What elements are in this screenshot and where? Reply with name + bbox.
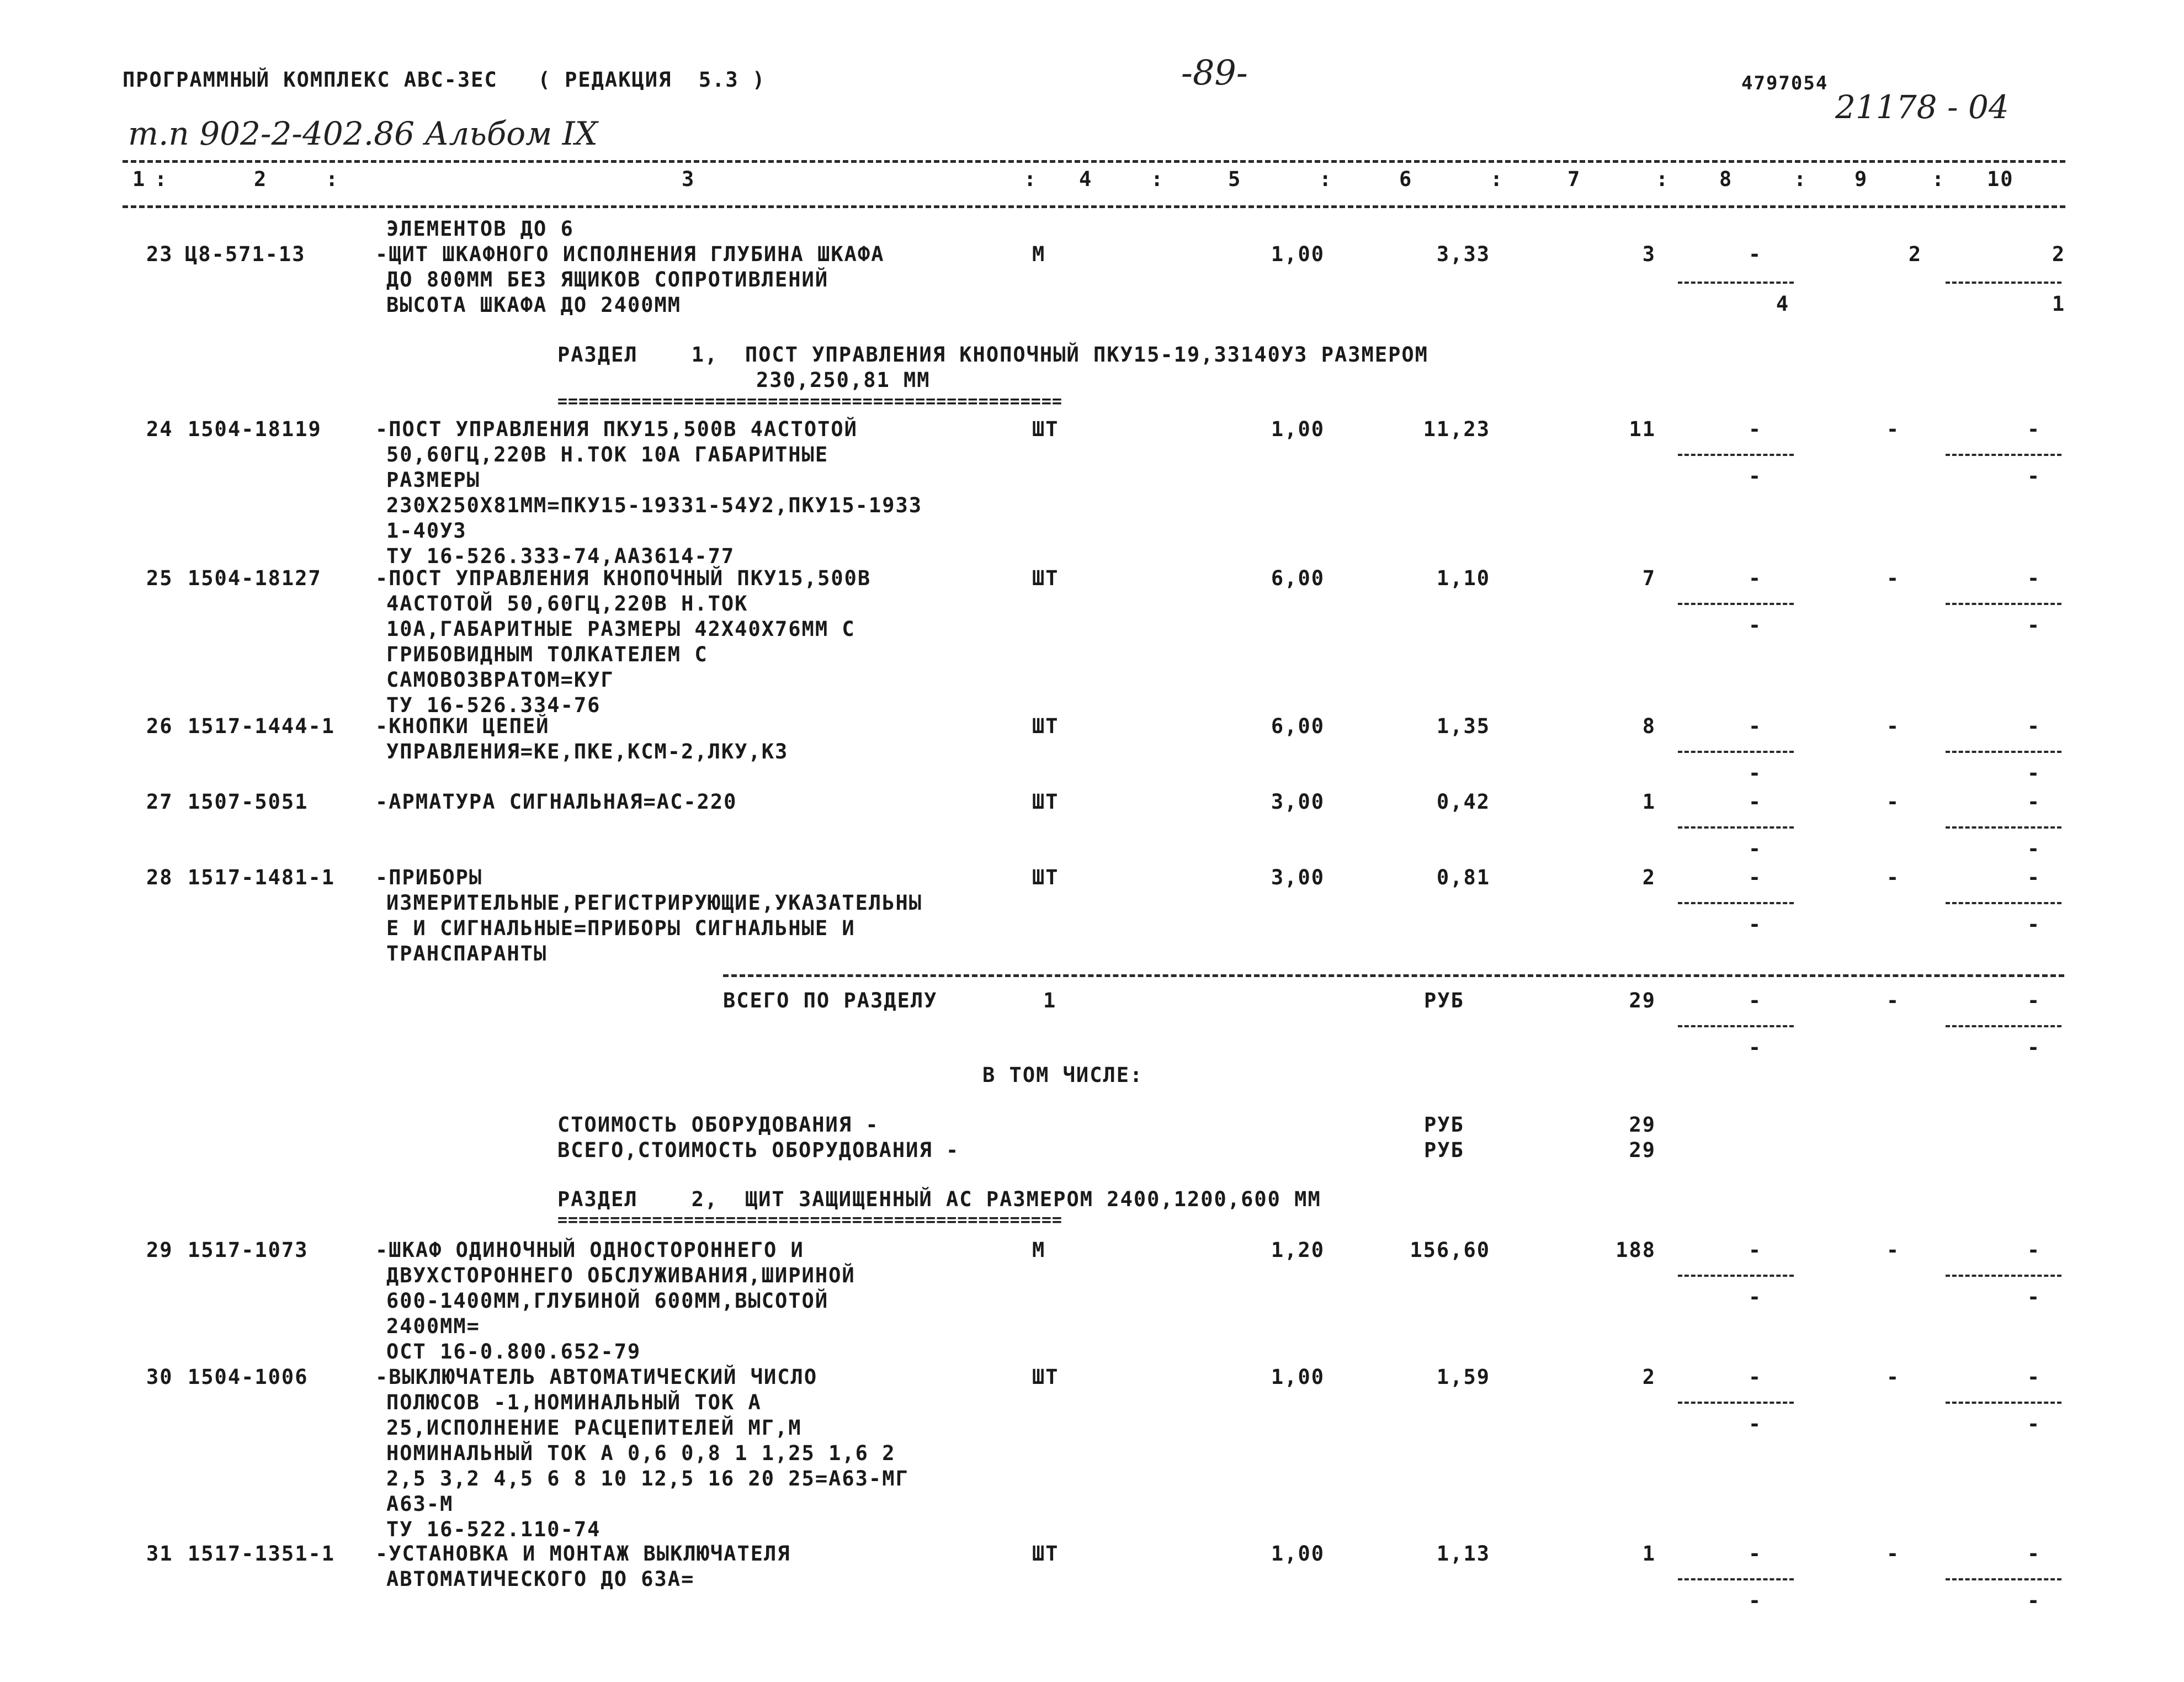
row-col8-bottom: - <box>1748 761 1762 785</box>
col-9: 9 <box>1854 167 1868 191</box>
row-total: 11 <box>1629 417 1656 441</box>
row-col9: - <box>1886 866 1900 889</box>
row-unit: ШТ <box>1032 417 1059 441</box>
fraction-line <box>1946 902 2061 904</box>
col-1: 1 <box>132 167 146 191</box>
row-code: Ц8-571-13 <box>185 242 306 266</box>
row-unit: ШТ <box>1032 566 1059 590</box>
total-label: ВСЕГО ПО РАЗДЕЛУ <box>723 989 938 1012</box>
row-desc-line: АВТОМАТИЧЕСКОГО ДО 63А= <box>386 1567 695 1591</box>
row-col8-top: - <box>1748 242 1762 266</box>
row-quantity: 1,00 <box>1271 242 1325 266</box>
row-desc-line: -КНОПКИ ЦЕПЕЙ <box>375 714 550 738</box>
total-col8-top: - <box>1748 989 1762 1012</box>
row-number: 25 <box>146 566 173 590</box>
row-unit: М <box>1032 242 1046 266</box>
row-number: 29 <box>146 1238 173 1262</box>
row-desc-line: ИЗМЕРИТЕЛЬНЫЕ,РЕГИСТРИРУЮЩИЕ,УКАЗАТЕЛЬНЫ <box>386 891 923 915</box>
row-number: 28 <box>146 866 173 889</box>
total-value: 29 <box>1629 989 1656 1012</box>
section-heading: РАЗДЕЛ 1, ПОСТ УПРАВЛЕНИЯ КНОПОЧНЫЙ ПКУ15-19,33140У3 РАЗМЕРОМ <box>557 343 1428 367</box>
row-total: 1 <box>1642 1542 1656 1566</box>
row-desc-line: РАЗМЕРЫ <box>386 468 480 492</box>
fraction-line <box>1678 826 1794 829</box>
page-number: -89- <box>1181 52 1248 93</box>
row-code: 1517-1073 <box>188 1238 309 1262</box>
fraction-line <box>1678 454 1794 456</box>
row-total: 2 <box>1642 866 1656 889</box>
row-price: 11,23 <box>1423 417 1490 441</box>
fraction-line <box>1946 1025 2061 1027</box>
row-unit: М <box>1032 1238 1046 1262</box>
row-desc-line: Е И СИГНАЛЬНЫЕ=ПРИБОРЫ СИГНАЛЬНЫЕ И <box>386 916 855 940</box>
section-underline: ================================================ <box>557 1211 1062 1230</box>
total-col10-top: - <box>2027 989 2041 1012</box>
row-col10-top: - <box>2027 1542 2041 1566</box>
equipment-total-value: 29 <box>1629 1138 1656 1162</box>
row-col10-bottom: 1 <box>2052 292 2066 316</box>
row-col8-bottom: - <box>1748 613 1762 637</box>
fraction-line <box>1946 826 2061 829</box>
row-col10-bottom: - <box>2027 1589 2041 1612</box>
row-desc-line: 2,5 3,2 4,5 6 8 10 12,5 16 20 25=А63-МГ <box>386 1467 909 1490</box>
col-8: 8 <box>1719 167 1733 191</box>
row-price: 1,10 <box>1436 566 1490 590</box>
total-col8-bottom: - <box>1748 1036 1762 1059</box>
row-number: 27 <box>146 790 173 814</box>
total-col9: - <box>1886 989 1900 1012</box>
row-col8-bottom: - <box>1748 837 1762 861</box>
row-price: 3,33 <box>1436 242 1490 266</box>
row-desc-line: -ШКАФ ОДИНОЧНЫЙ ОДНОСТОРОННЕГО И <box>375 1238 804 1262</box>
row-number: 24 <box>146 417 173 441</box>
row-quantity: 1,00 <box>1271 417 1325 441</box>
row-desc-line: -ПОСТ УПРАВЛЕНИЯ КНОПОЧНЫЙ ПКУ15,500В <box>375 566 872 590</box>
row-desc-line: 2400ММ= <box>386 1314 480 1338</box>
section-underline: ================================================ <box>557 392 1062 411</box>
row-desc-line: ТУ 16-526.333-74,АА3614-77 <box>386 544 735 568</box>
fraction-line <box>1946 1275 2061 1277</box>
row-number: 30 <box>146 1365 173 1389</box>
row-col9: - <box>1886 1365 1900 1389</box>
row-desc-line: -ПОСТ УПРАВЛЕНИЯ ПКУ15,500В 4АСТОТОЙ <box>375 417 858 441</box>
row-desc-line: 25,ИСПОЛНЕНИЕ РАСЦЕПИТЕЛЕЙ МГ,М <box>386 1416 802 1440</box>
row-code: 1517-1481-1 <box>188 866 336 889</box>
row-code: 1504-1006 <box>188 1365 309 1389</box>
row-desc-line: -ВЫКЛЮЧАТЕЛЬ АВТОМАТИЧЕСКИЙ ЧИСЛО <box>375 1365 818 1389</box>
total-rule <box>723 974 2064 977</box>
row-col10-top: - <box>2027 714 2041 738</box>
fraction-line <box>1946 603 2061 605</box>
row-quantity: 3,00 <box>1271 790 1325 814</box>
row-col8-top: - <box>1748 714 1762 738</box>
row-desc-line: -ПРИБОРЫ <box>375 866 483 889</box>
row-desc-line: 1-40У3 <box>386 519 467 543</box>
row-desc-line: 10А,ГАБАРИТНЫЕ РАЗМЕРЫ 42Х40Х76ММ С <box>386 617 855 641</box>
row-col8-bottom: - <box>1748 1412 1762 1436</box>
row-col8-bottom: 4 <box>1776 292 1790 316</box>
fraction-line <box>1678 1402 1794 1404</box>
equipment-cost-value: 29 <box>1629 1113 1656 1137</box>
row-quantity: 1,20 <box>1271 1238 1325 1262</box>
row-quantity: 1,00 <box>1271 1365 1325 1389</box>
row-code: 1517-1351-1 <box>188 1542 336 1566</box>
row-price: 1,59 <box>1436 1365 1490 1389</box>
row-col10-bottom: - <box>2027 912 2041 936</box>
header-rule-bottom <box>123 205 2065 208</box>
row-col8-top: - <box>1748 1365 1762 1389</box>
row-col8-top: - <box>1748 790 1762 814</box>
row-col9: - <box>1886 1238 1900 1262</box>
row-number: 23 <box>146 242 173 266</box>
fraction-line <box>1678 1275 1794 1277</box>
row-col8-top: - <box>1748 1238 1762 1262</box>
row-unit: ШТ <box>1032 790 1059 814</box>
row-col8-top: - <box>1748 866 1762 889</box>
row-total: 7 <box>1642 566 1656 590</box>
row-col10-bottom: - <box>2027 761 2041 785</box>
row-col10-top: - <box>2027 1365 2041 1389</box>
section-heading: РАЗДЕЛ 2, ЩИТ ЗАЩИЩЕННЫЙ АС РАЗМЕРОМ 2400,1200,600 ММ <box>557 1187 1321 1211</box>
fraction-line <box>1678 282 1794 284</box>
row-col9: - <box>1886 417 1900 441</box>
row-code: 1504-18119 <box>188 417 322 441</box>
row-desc-line: -АРМАТУРА СИГНАЛЬНАЯ=АС-220 <box>375 790 737 814</box>
row-desc-line: 600-1400ММ,ГЛУБИНОЙ 600ММ,ВЫСОТОЙ <box>386 1289 829 1313</box>
row-code: 1504-18127 <box>188 566 322 590</box>
row-col9: 2 <box>1908 242 1922 266</box>
including-heading: В ТОМ ЧИСЛЕ: <box>982 1063 1144 1087</box>
handwritten-code: 21178 - 04 <box>1835 88 2009 126</box>
row-desc-line: 230Х250Х81ММ=ПКУ15-19331-54У2,ПКУ15-1933 <box>386 494 923 517</box>
row-col10-bottom: - <box>2027 837 2041 861</box>
total-col10-bottom: - <box>2027 1036 2041 1059</box>
fraction-line <box>1946 1402 2061 1404</box>
row-price: 1,35 <box>1436 714 1490 738</box>
fraction-line <box>1946 751 2061 753</box>
row-total: 2 <box>1642 1365 1656 1389</box>
fraction-line <box>1678 1578 1794 1580</box>
row-col10-top: - <box>2027 417 2041 441</box>
row-col10-top: - <box>2027 566 2041 590</box>
row-desc-line: 50,60ГЦ,220В Н.ТОК 10А ГАБАРИТНЫЕ <box>386 443 829 466</box>
row-desc-line: А63-М <box>386 1492 454 1516</box>
row-price: 156,60 <box>1410 1238 1490 1262</box>
row-col8-bottom: - <box>1748 464 1762 488</box>
fraction-line <box>1946 282 2061 284</box>
row-desc-line: -УСТАНОВКА И МОНТАЖ ВЫКЛЮЧАТЕЛЯ <box>375 1542 791 1566</box>
row-desc-line: ВЫСОТА ШКАФА ДО 2400ММ <box>386 293 682 317</box>
fraction-line <box>1678 902 1794 904</box>
row-desc-line: ДВУХСТОРОННЕГО ОБСЛУЖИВАНИЯ,ШИРИНОЙ <box>386 1264 855 1287</box>
row-quantity: 3,00 <box>1271 866 1325 889</box>
fraction-line <box>1678 751 1794 753</box>
row-desc-line: ПОЛЮСОВ -1,НОМИНАЛЬНЫЙ ТОК А <box>386 1391 762 1414</box>
row-quantity: 6,00 <box>1271 566 1325 590</box>
row-desc-line: ТРАНСПАРАНТЫ <box>386 942 548 965</box>
row-desc-line: УПРАВЛЕНИЯ=КЕ,ПКЕ,КСМ-2,ЛКУ,КЗ <box>386 740 789 763</box>
row-desc-line: -ЩИТ ШКАФНОГО ИСПОЛНЕНИЯ ГЛУБИНА ШКАФА <box>375 242 885 266</box>
equipment-total-currency: РУБ <box>1424 1138 1464 1162</box>
row-quantity: 6,00 <box>1271 714 1325 738</box>
total-currency: РУБ <box>1424 989 1464 1012</box>
row-desc-line: ТУ 16-526.334-76 <box>386 693 601 717</box>
row-price: 1,13 <box>1436 1542 1490 1566</box>
row-code: 1507-5051 <box>188 790 309 814</box>
row-number: 26 <box>146 714 173 738</box>
row-col10-top: - <box>2027 1238 2041 1262</box>
row-col9: - <box>1886 790 1900 814</box>
row-desc-line: ОСТ 16-0.800.652-79 <box>386 1340 641 1363</box>
program-title: ПРОГРАММНЫЙ КОМПЛЕКС АВС-3ЕС ( РЕДАКЦИЯ 5.3 ) <box>123 68 766 92</box>
row-total: 8 <box>1642 714 1656 738</box>
row-col9: - <box>1886 714 1900 738</box>
row-total: 1 <box>1642 790 1656 814</box>
row-col9: - <box>1886 566 1900 590</box>
row-total: 3 <box>1642 242 1656 266</box>
fraction-line <box>1678 603 1794 605</box>
equipment-cost-currency: РУБ <box>1424 1113 1464 1137</box>
row-desc-line: САМОВОЗВРАТОМ=КУГ <box>386 668 614 692</box>
row-number: 31 <box>146 1542 173 1566</box>
total-section-number: 1 <box>1043 989 1057 1012</box>
col-5: 5 <box>1228 167 1242 191</box>
row-desc-line: ТУ 16-522.110-74 <box>386 1517 601 1541</box>
col-7: 7 <box>1567 167 1581 191</box>
row-col9: - <box>1886 1542 1900 1566</box>
row-unit: ШТ <box>1032 714 1059 738</box>
handwritten-album: т.п 902-2-402.86 Альбом IX <box>128 115 598 152</box>
row-col8-top: - <box>1748 417 1762 441</box>
row-col8-bottom: - <box>1748 1285 1762 1309</box>
row-price: 0,81 <box>1436 866 1490 889</box>
row-total: 188 <box>1616 1238 1656 1262</box>
row-col10-bottom: - <box>2027 464 2041 488</box>
col-4: 4 <box>1079 167 1093 191</box>
row-desc-line: 4АСТОТОЙ 50,60ГЦ,220В Н.ТОК <box>386 592 748 616</box>
row-code: 1517-1444-1 <box>188 714 336 738</box>
row-price: 0,42 <box>1436 790 1490 814</box>
equipment-cost-label: СТОИМОСТЬ ОБОРУДОВАНИЯ - <box>557 1113 879 1137</box>
col-3: 3 <box>682 167 695 191</box>
row-unit: ШТ <box>1032 1542 1059 1566</box>
row-quantity: 1,00 <box>1271 1542 1325 1566</box>
fraction-line <box>1946 1578 2061 1580</box>
table-row-continuation: ЭЛЕМЕНТОВ ДО 6 <box>386 217 574 241</box>
row-desc-line: ГРИБОВИДНЫМ ТОЛКАТЕЛЕМ С <box>386 643 708 666</box>
row-unit: ШТ <box>1032 866 1059 889</box>
header-rule-top <box>123 160 2065 163</box>
row-col10-top: 2 <box>2052 242 2066 266</box>
row-col8-bottom: - <box>1748 912 1762 936</box>
row-col10-bottom: - <box>2027 613 2041 637</box>
fraction-line <box>1678 1025 1794 1027</box>
row-col8-top: - <box>1748 1542 1762 1566</box>
col-2: 2 <box>254 167 268 191</box>
section-heading-line2: 230,250,81 ММ <box>756 368 931 392</box>
col-10: 10 <box>1987 167 2014 191</box>
row-desc-line: ДО 800ММ БЕЗ ЯЩИКОВ СОПРОТИВЛЕНИЙ <box>386 268 829 291</box>
row-col10-top: - <box>2027 866 2041 889</box>
row-unit: ШТ <box>1032 1365 1059 1389</box>
equipment-total-label: ВСЕГО,СТОИМОСТЬ ОБОРУДОВАНИЯ - <box>557 1138 960 1162</box>
document-code: 4797054 <box>1741 72 1829 94</box>
row-col8-bottom: - <box>1748 1589 1762 1612</box>
row-col10-top: - <box>2027 790 2041 814</box>
col-6: 6 <box>1399 167 1413 191</box>
row-desc-line: НОМИНАЛЬНЫЙ ТОК А 0,6 0,8 1 1,25 1,6 2 <box>386 1441 896 1465</box>
row-col10-bottom: - <box>2027 1285 2041 1309</box>
row-col8-top: - <box>1748 566 1762 590</box>
row-col10-bottom: - <box>2027 1412 2041 1436</box>
fraction-line <box>1946 454 2061 456</box>
